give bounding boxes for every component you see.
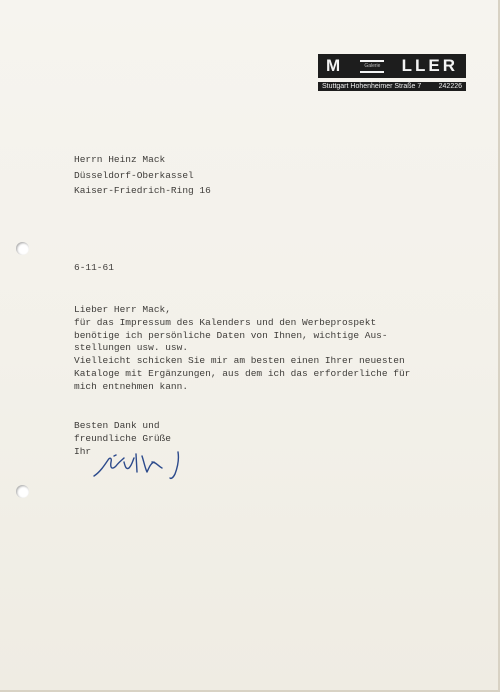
body-line-1: für das Impressum des Kalenders und den Werbeprospekt [74,316,377,328]
body-line-6: mich entnehmen kann. [74,380,189,392]
punch-hole-top [16,242,29,255]
gallery-logo [318,54,466,78]
letterhead-phone: 242226 [438,83,462,90]
letterhead-address-bar [318,82,466,91]
recipient-street: Kaiser-Friedrich-Ring 16 [74,185,211,196]
recipient-city: Düsseldorf-Oberkassel [74,169,194,181]
punch-hole-bottom [16,485,29,498]
logo-letter-m: M [326,56,344,75]
letterhead [318,54,466,91]
handwritten-signature [92,448,202,488]
recipient-name: Herrn Heinz Mack [74,154,166,165]
closing-line-2: freundliche Grüße [74,432,171,444]
letter-date: 6-11-61 [74,262,114,273]
salutation: Lieber Herr Mack, [74,304,171,315]
body-line-5: Kataloge mit Ergänzungen, aus dem ich das erforderliche für [74,367,411,379]
closing-line-3: Ihr [74,445,92,457]
body-line-2: benötige ich persönliche Daten von Ihnen, wichtige Aus- [74,329,388,341]
logo-letters-ller: LLER [401,56,458,75]
logo-galerie-label: Galerie [360,60,384,73]
letter-body [74,304,410,394]
body-line-4: Vielleicht schicken Sie mir am besten einen Ihrer neuesten [74,355,405,367]
letterhead-address: Stuttgart Hohenheimer Straße 7 [322,83,422,90]
closing-line-1: Besten Dank und [74,420,160,431]
recipient-block [74,152,211,199]
body-line-3: stellungen usw. usw. [74,342,189,354]
